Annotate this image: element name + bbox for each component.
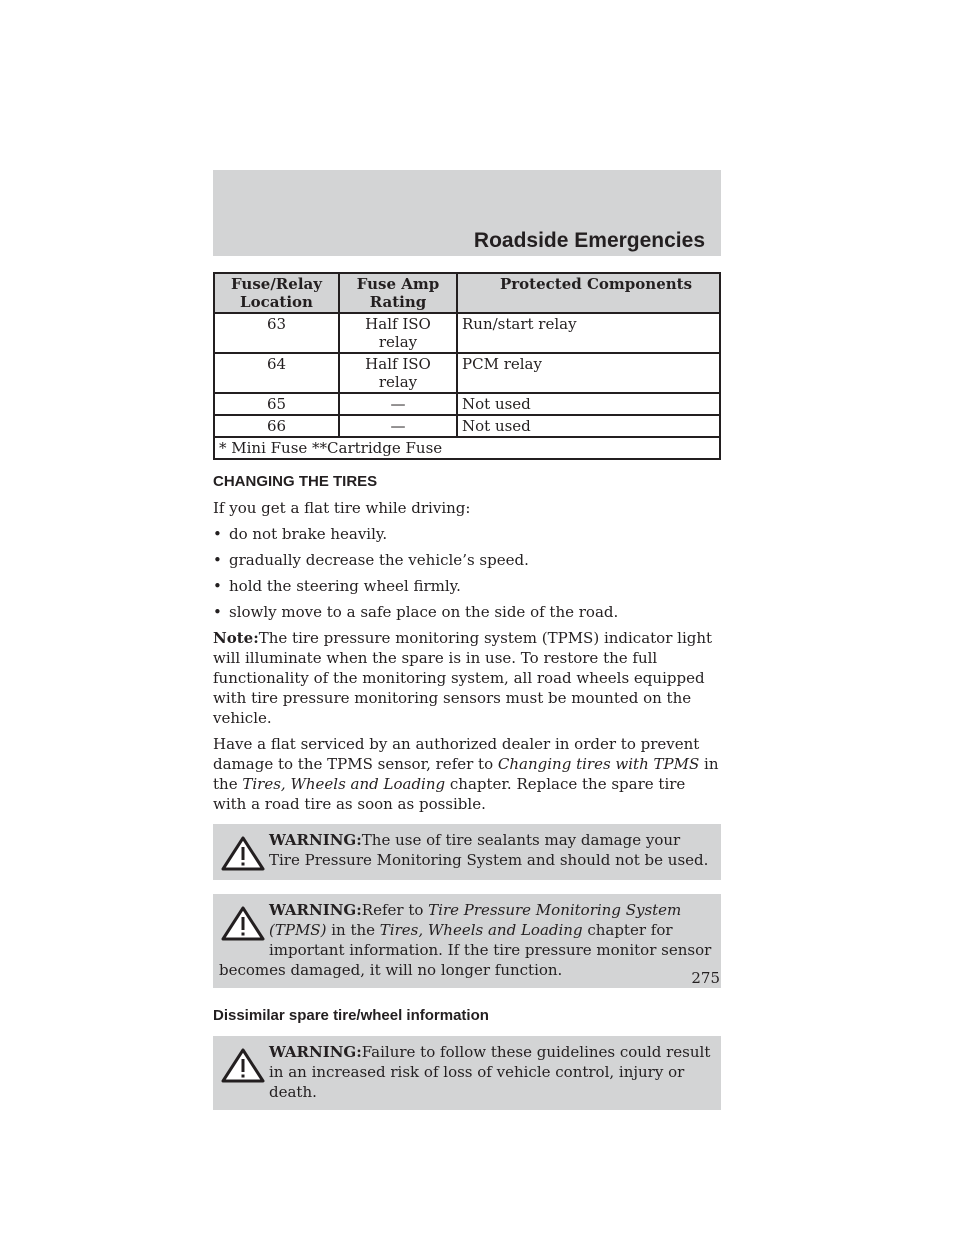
cell-component: Run/start relay	[457, 313, 720, 353]
table-footnote-row	[214, 437, 720, 459]
note-paragraph	[213, 628, 721, 728]
col-header-protected: Protected Components	[457, 273, 720, 313]
cell-location: 63	[214, 313, 339, 353]
cell-location: 64	[214, 353, 339, 393]
list-item: • gradually decrease the vehicle’s speed.	[213, 551, 529, 569]
xref-tpms: Tire Pressure Monitoring System (TPMS)	[269, 901, 682, 939]
cell-location: 65	[214, 393, 339, 415]
table-row	[214, 415, 720, 437]
intro-text: If you get a flat tire while driving:	[213, 499, 471, 517]
tpms-service-paragraph: Have a flat serviced by an authorized dealer in order to prevent damage to the TPMS sensor, refer to Changing tires with TPMS in the Tires, Wheels and Loading chapter. Replace the spare tire with a road tire as soon as possible.	[213, 735, 719, 813]
xref-tires-chapter: Tires, Wheels and Loading	[242, 775, 446, 793]
xref-tires-chapter: Tires, Wheels and Loading	[379, 921, 583, 939]
cell-component: Not used	[457, 415, 720, 437]
warning-box	[213, 1036, 721, 1110]
xref-changing-tires: Changing tires with TPMS	[497, 755, 700, 773]
cell-component: PCM relay	[457, 353, 720, 393]
warning-text: Failure to follow these guidelines could result in an increased risk of loss of vehicle control, injury or death.	[269, 1043, 711, 1101]
cell-rating: Half ISO relay	[339, 313, 457, 353]
col-header-location: Fuse/Relay Location	[214, 273, 339, 313]
changing-tires-heading: CHANGING THE TIRES	[213, 473, 378, 490]
cell-rating: —	[339, 415, 457, 437]
warning-triangle-icon	[221, 906, 265, 942]
warning-label: WARNING:	[269, 831, 362, 849]
col-header-amp-rating: Fuse Amp Rating	[339, 273, 457, 313]
page-content	[213, 272, 721, 1124]
bullet-icon: •	[213, 603, 222, 621]
page-number: 275	[691, 969, 720, 987]
list-item: • do not brake heavily.	[213, 525, 388, 543]
warning-label: WARNING:	[269, 901, 362, 919]
warning-triangle-icon	[221, 1048, 265, 1084]
cell-rating: Half ISO relay	[339, 353, 457, 393]
cell-rating: —	[339, 393, 457, 415]
list-item: • hold the steering wheel firmly.	[213, 577, 461, 595]
section-title: Roadside Emergencies	[473, 229, 705, 252]
warning-box	[213, 824, 721, 880]
cell-component: Not used	[457, 393, 720, 415]
warning-box: WARNING:Refer to Tire Pressure Monitoring System (TPMS) in the Tires, Wheels and Loading chapter for important information. If the tire pressure monitor sensor becomes damaged, it will no longer function.	[213, 894, 721, 988]
table-row	[214, 353, 720, 393]
warning-label: WARNING:	[269, 1043, 362, 1061]
warning-triangle-icon	[221, 836, 265, 872]
table-row	[214, 313, 720, 353]
cell-location: 66	[214, 415, 339, 437]
spare-heading: Dissimilar spare tire/wheel information	[213, 1007, 489, 1024]
table-row	[214, 393, 720, 415]
bullet-icon: •	[213, 525, 222, 543]
fuse-table	[213, 272, 721, 460]
note-text: The tire pressure monitoring system (TPMS) indicator light will illuminate when the spare is in use. To restore the full functionality of the monitoring system, all road wheels equipped with tire pressure monitoring sensors must be mounted on the vehicle.	[213, 629, 713, 727]
note-label: Note:	[213, 629, 259, 647]
bullet-icon: •	[213, 577, 222, 595]
bullet-icon: •	[213, 551, 222, 569]
list-item: • slowly move to a safe place on the side of the road.	[213, 603, 619, 621]
header-band	[213, 170, 721, 256]
table-footnote: * Mini Fuse **Cartridge Fuse	[214, 437, 720, 459]
warning-text: The use of tire sealants may damage your Tire Pressure Monitoring System and should not be used.	[269, 831, 709, 869]
table-header-row	[214, 273, 720, 313]
